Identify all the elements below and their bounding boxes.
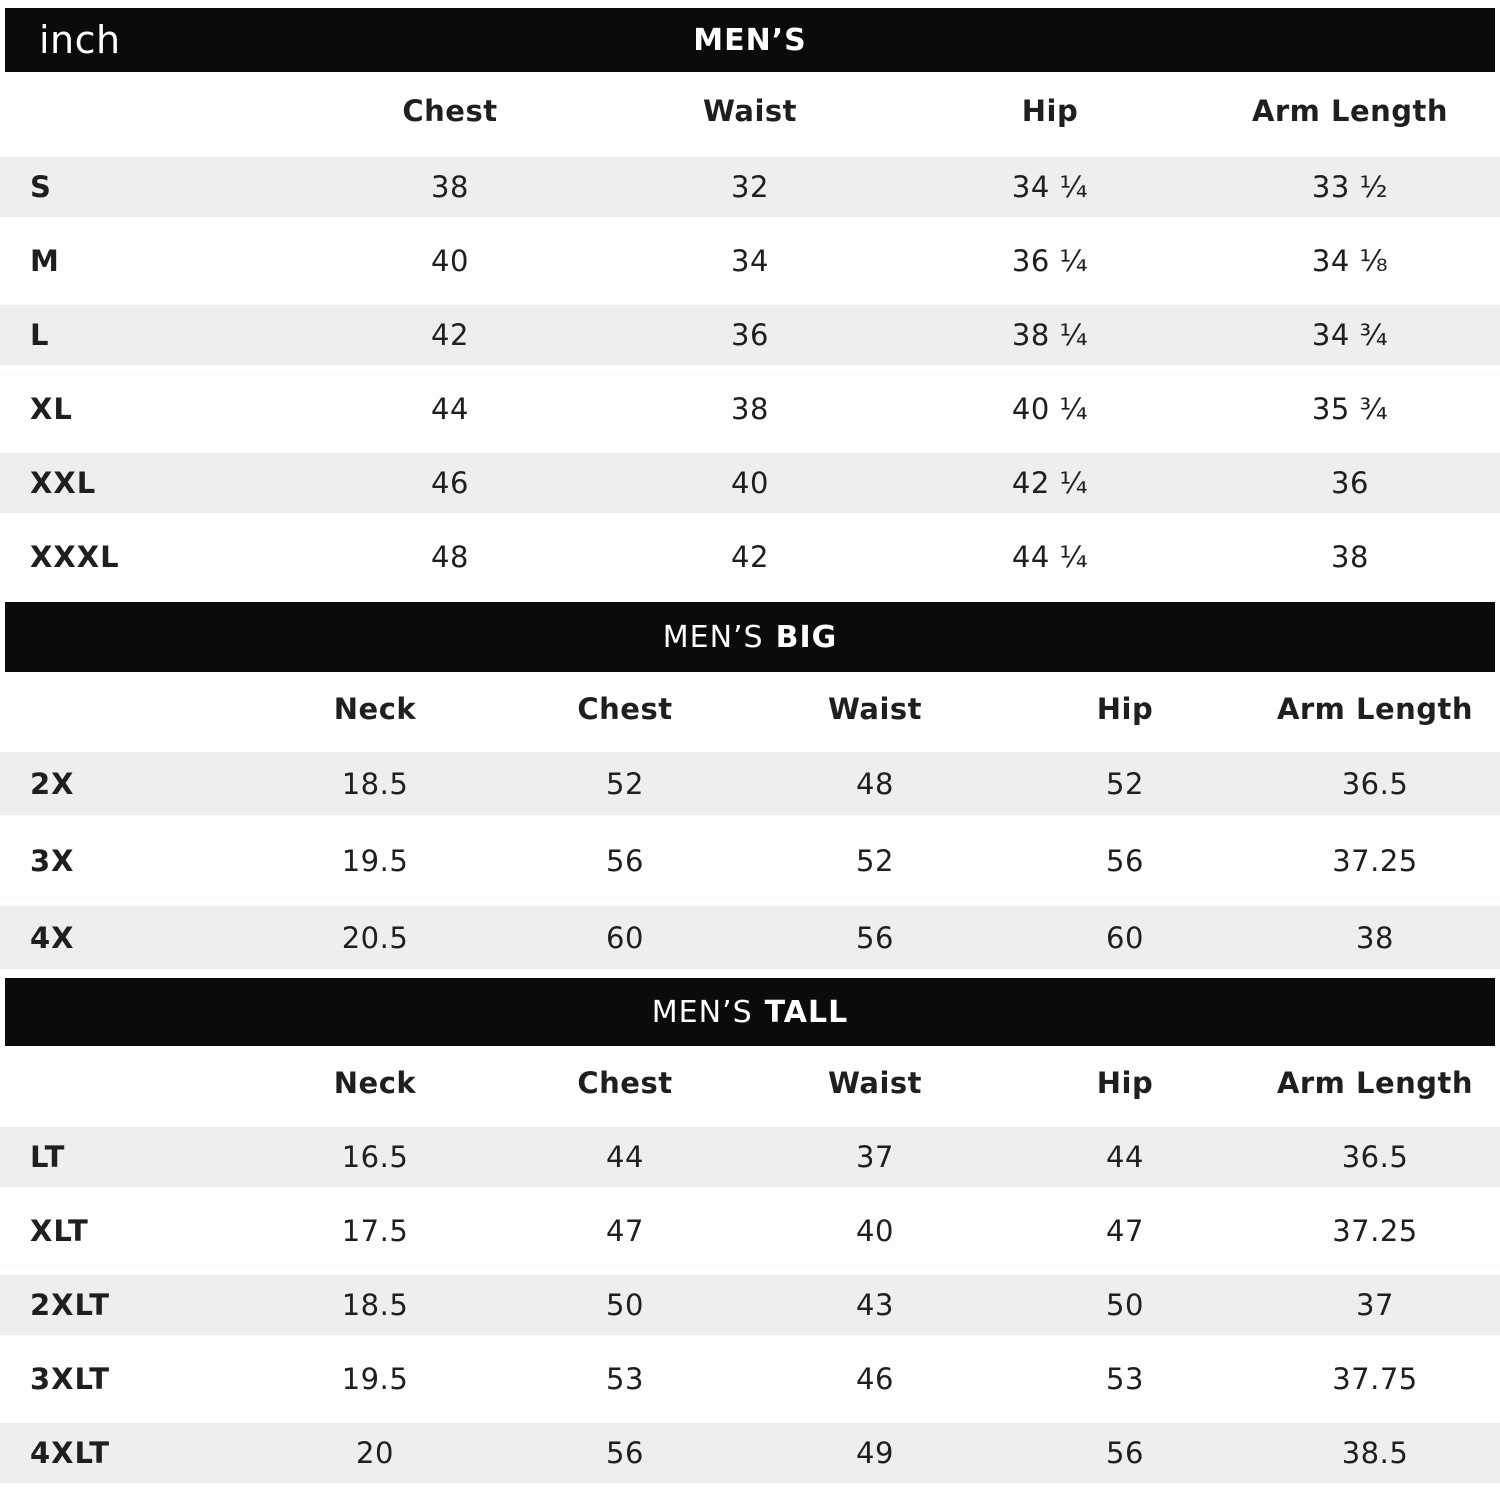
value-cell: 44 [606, 1140, 644, 1174]
size-label: 2X [30, 766, 75, 801]
size-label: S [30, 170, 52, 204]
value-cell: 37 [856, 1140, 894, 1174]
table-row [0, 822, 1500, 899]
section-title-emphasis: BIG [775, 619, 838, 655]
table-row [0, 745, 1500, 822]
value-cell: 50 [1106, 1288, 1144, 1322]
section-title-prefix: MEN’S [662, 619, 764, 655]
value-cell: 48 [431, 540, 469, 574]
value-cell: 53 [1106, 1362, 1144, 1396]
size-label: XXL [30, 466, 97, 500]
column-header: Chest [577, 691, 673, 726]
section-bar-mens-big [5, 602, 1495, 672]
value-cell: 16.5 [341, 1140, 409, 1174]
section-title-emphasis: TALL [764, 994, 849, 1030]
value-cell: 34 [731, 244, 769, 278]
value-cell: 44 [431, 392, 469, 426]
table-row [0, 1120, 1500, 1194]
value-cell: 60 [606, 920, 644, 955]
value-cell: 34 ¼ [1011, 170, 1089, 204]
value-cell: 47 [606, 1214, 644, 1248]
value-cell: 38 [1331, 540, 1369, 574]
unit-label: inch [39, 18, 121, 62]
value-cell: 36 [1331, 466, 1369, 500]
table-row [0, 150, 1500, 224]
value-cell: 20.5 [341, 920, 409, 955]
size-label: M [30, 244, 60, 278]
table-row [0, 224, 1500, 298]
column-header: Waist [702, 94, 798, 128]
table-body [0, 1120, 1500, 1490]
table-body [0, 745, 1500, 976]
value-cell: 47 [1106, 1214, 1144, 1248]
value-cell: 38 [431, 170, 469, 204]
table-row [0, 1194, 1500, 1268]
table-row [0, 520, 1500, 594]
table-row [0, 1342, 1500, 1416]
value-cell: 46 [431, 466, 469, 500]
value-cell: 32 [731, 170, 769, 204]
section-title [693, 23, 806, 58]
value-cell: 44 ¼ [1011, 540, 1089, 574]
column-header-row [0, 1046, 1500, 1120]
size-label: XLT [30, 1214, 89, 1248]
value-cell: 40 ¼ [1011, 392, 1089, 426]
value-cell: 53 [606, 1362, 644, 1396]
size-label: L [30, 318, 50, 352]
table-row [0, 1416, 1500, 1490]
value-cell: 46 [856, 1362, 894, 1396]
value-cell: 19.5 [341, 843, 409, 878]
value-cell: 36 ¼ [1011, 244, 1089, 278]
value-cell: 52 [856, 843, 894, 878]
column-header: Chest [577, 1066, 673, 1100]
section-mens-tall [0, 976, 1500, 1490]
size-label: 2XLT [30, 1288, 110, 1322]
value-cell: 40 [856, 1214, 894, 1248]
value-cell: 42 ¼ [1011, 466, 1089, 500]
section-bar-mens [5, 8, 1495, 72]
value-cell: 37.25 [1332, 843, 1418, 878]
section-title-emphasis: MEN’S [693, 22, 807, 58]
column-header: Neck [333, 1066, 417, 1100]
column-header: Arm Length [1276, 1066, 1474, 1100]
size-label: XL [30, 392, 73, 426]
value-cell: 49 [856, 1436, 894, 1470]
value-cell: 34 ¾ [1311, 318, 1389, 352]
column-header: Arm Length [1251, 94, 1449, 128]
value-cell: 18.5 [341, 766, 409, 801]
value-cell: 56 [1106, 1436, 1144, 1470]
value-cell: 42 [431, 318, 469, 352]
section-mens [0, 0, 1500, 594]
value-cell: 18.5 [341, 1288, 409, 1322]
column-header-row [0, 72, 1500, 150]
value-cell: 40 [731, 466, 769, 500]
section-title [652, 995, 848, 1030]
value-cell: 40 [431, 244, 469, 278]
column-header-row [0, 672, 1500, 745]
value-cell: 52 [606, 766, 644, 801]
column-header: Waist [827, 1066, 923, 1100]
table-row [0, 446, 1500, 520]
value-cell: 43 [856, 1288, 894, 1322]
value-cell: 34 ⅛ [1311, 244, 1389, 278]
size-label: LT [30, 1140, 66, 1174]
value-cell: 36 [731, 318, 769, 352]
column-header: Neck [333, 691, 417, 726]
value-cell: 38 ¼ [1011, 318, 1089, 352]
value-cell: 36.5 [1341, 1140, 1409, 1174]
size-label: 3XLT [30, 1362, 110, 1396]
size-label: XXXL [30, 540, 120, 574]
value-cell: 42 [731, 540, 769, 574]
value-cell: 37 [1356, 1288, 1394, 1322]
value-cell: 38.5 [1341, 1436, 1409, 1470]
column-header: Hip [1096, 691, 1154, 726]
table-row [0, 298, 1500, 372]
value-cell: 60 [1106, 920, 1144, 955]
size-label: 3X [30, 843, 75, 878]
column-header: Waist [827, 691, 923, 726]
value-cell: 44 [1106, 1140, 1144, 1174]
value-cell: 37.75 [1332, 1362, 1418, 1396]
section-title-prefix: MEN’S [651, 994, 753, 1030]
value-cell: 17.5 [341, 1214, 409, 1248]
value-cell: 38 [731, 392, 769, 426]
table-row [0, 1268, 1500, 1342]
section-bar-mens-tall [5, 978, 1495, 1046]
value-cell: 56 [606, 843, 644, 878]
value-cell: 36.5 [1341, 766, 1409, 801]
value-cell: 56 [856, 920, 894, 955]
value-cell: 48 [856, 766, 894, 801]
value-cell: 50 [606, 1288, 644, 1322]
size-label: 4XLT [30, 1436, 110, 1470]
column-header: Hip [1096, 1066, 1154, 1100]
column-header: Arm Length [1276, 691, 1474, 726]
table-body [0, 150, 1500, 594]
value-cell: 37.25 [1332, 1214, 1418, 1248]
size-label: 4X [30, 920, 75, 955]
value-cell: 33 ½ [1311, 170, 1389, 204]
value-cell: 19.5 [341, 1362, 409, 1396]
table-row [0, 372, 1500, 446]
value-cell: 56 [1106, 843, 1144, 878]
table-row [0, 899, 1500, 976]
column-header: Hip [1021, 94, 1079, 128]
column-header: Chest [402, 94, 498, 128]
section-mens-big [0, 594, 1500, 976]
value-cell: 38 [1356, 920, 1394, 955]
value-cell: 20 [356, 1436, 394, 1470]
section-title [663, 620, 838, 655]
value-cell: 56 [606, 1436, 644, 1470]
value-cell: 52 [1106, 766, 1144, 801]
value-cell: 35 ¾ [1311, 392, 1389, 426]
